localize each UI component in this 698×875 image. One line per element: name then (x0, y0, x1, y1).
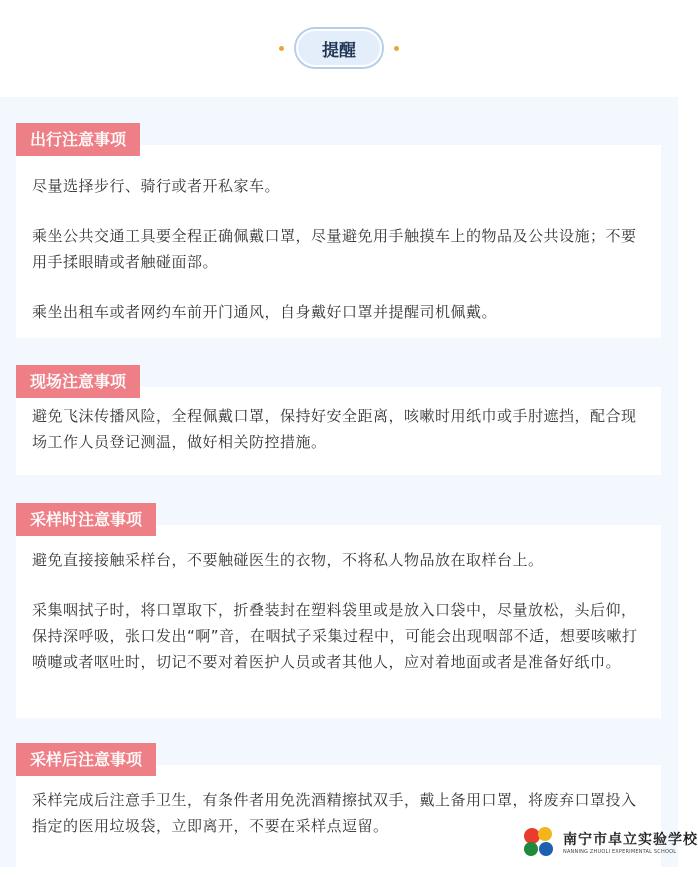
badge-group (279, 29, 399, 67)
paragraph: 乘坐公共交通工具要全程正确佩戴口罩，尽量避免用手触摸车上的物品及公共设施；不要用手揉眼睛或者触碰面部。 (32, 227, 637, 271)
paragraph: 采样完成后注意手卫生，有条件者用免洗酒精擦拭双手，戴上备用口罩，将废弃口罩投入指定的医用垃圾袋，立即离开，不要在采样点逗留。 (32, 791, 637, 835)
school-logo (521, 822, 698, 862)
paragraph: 避免飞沫传播风险，全程佩戴口罩，保持好安全距离，咳嗽时用纸巾或手肘遮挡，配合现场工作人员登记测温，做好相关防控措施。 (32, 407, 637, 451)
content-panel (0, 97, 678, 867)
section-card (16, 387, 661, 475)
left-dot-icon (279, 46, 284, 51)
paragraph: 采集咽拭子时，将口罩取下，折叠装封在塑料袋里或是放入口袋中，尽量放松，头后仰，保持深呼吸，张口发出“啊”音，在咽拭子采集过程中，可能会出现咽部不适，想要咳嗽打喷嚏或者呕吐时，切记不要对着医护人员或者其他人，应对着地面或者是准备好纸巾。 (32, 601, 638, 671)
school-name (563, 829, 698, 855)
paragraph: 避免直接接触采样台，不要触碰医生的衣物，不将私人物品放在取样台上。 (32, 551, 544, 569)
school-name-en: NANNING ZHUOLI EXPERIMENTAL SCHOOL (563, 849, 677, 855)
section-title: 采样时注意事项 (16, 503, 156, 536)
school-logo-icon (521, 824, 557, 860)
section-title: 出行注意事项 (16, 123, 140, 156)
section-card (16, 525, 661, 718)
right-dot-icon (394, 46, 399, 51)
section-title: 采样后注意事项 (16, 743, 156, 776)
reminder-badge: 提醒 (296, 29, 382, 67)
section-card (16, 145, 661, 338)
header (0, 0, 678, 97)
paragraph: 尽量选择步行、骑行或者开私家车。 (32, 177, 281, 195)
school-name-cn: 南宁市卓立实验学校 (563, 832, 698, 848)
paragraph: 乘坐出租车或者网约车前开门通风，自身戴好口罩并提醒司机佩戴。 (32, 303, 498, 321)
section-title: 现场注意事项 (16, 365, 140, 398)
